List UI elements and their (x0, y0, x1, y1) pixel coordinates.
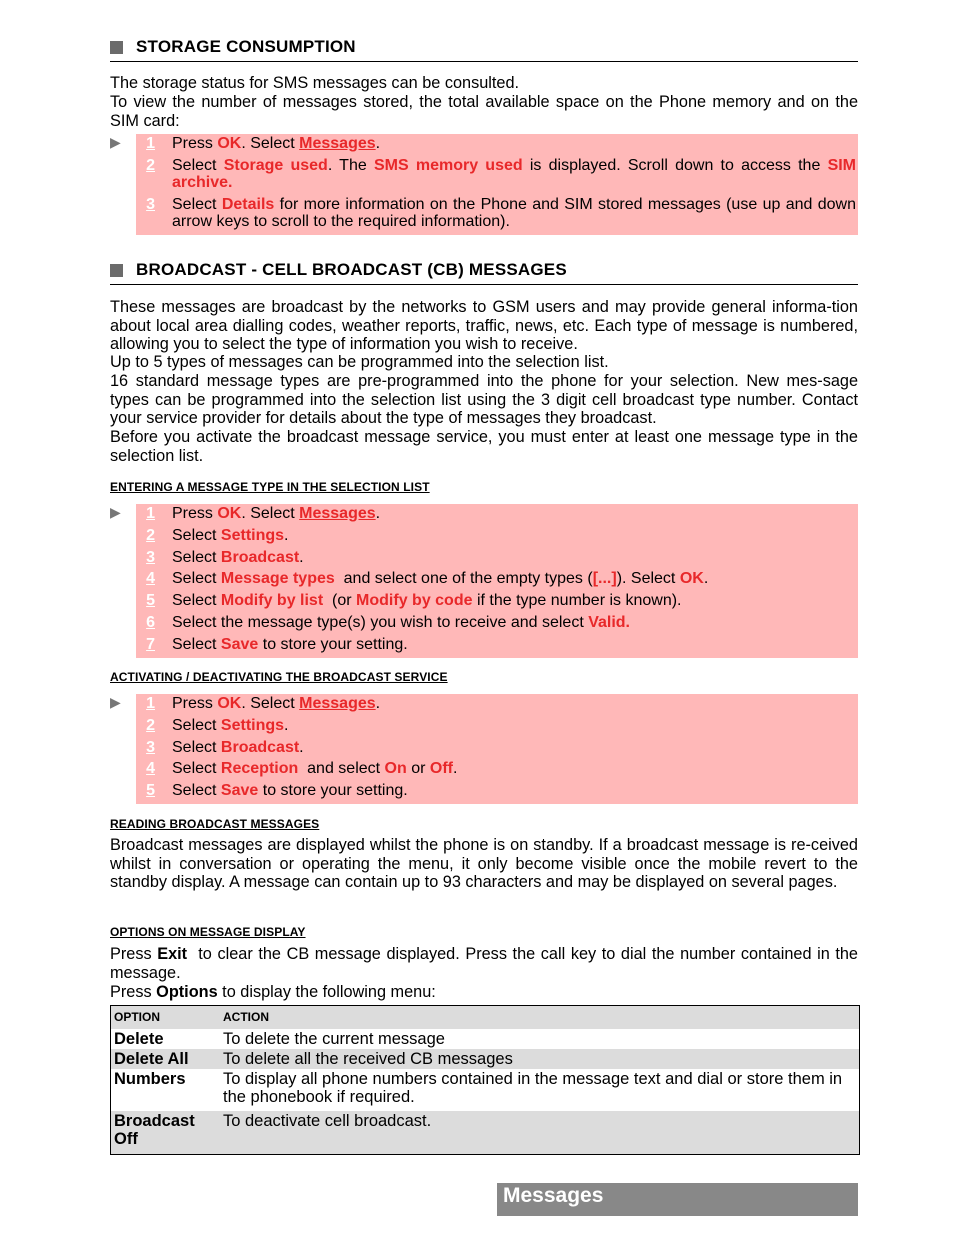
step-text: . The (327, 156, 374, 174)
action-cell: To delete the current message (223, 1030, 445, 1048)
options-table (110, 1005, 860, 1155)
step-number: 1 (146, 505, 155, 522)
step-text: Select the message type(s) you wish to receive and select (172, 613, 589, 631)
menu-broadcast: Broadcast (220, 738, 300, 756)
para-text: Press (110, 945, 158, 963)
column-header-option: OPTION (111, 1006, 221, 1030)
step-item (136, 505, 858, 522)
step-text: (or (323, 592, 357, 610)
section-title (136, 260, 567, 280)
options-paragraph-1 (110, 945, 863, 982)
step-text: if the type number is known). (472, 592, 682, 610)
step-text: . (299, 548, 304, 566)
step-item (136, 695, 858, 712)
title-part: MESSAGES (468, 260, 567, 279)
option-cell: Numbers (114, 1070, 186, 1088)
subsection-title-entering: ENTERING A MESSAGE TYPE IN THE SELECTION LIST (110, 480, 430, 494)
step-text: Select (172, 738, 221, 756)
step-item (136, 760, 858, 777)
step-text: Select (172, 716, 221, 734)
step-number: 3 (146, 195, 155, 213)
step-text: Select (172, 156, 224, 174)
step-item (136, 135, 858, 152)
step-text: Select (172, 782, 221, 800)
menu-settings: Settings (220, 526, 285, 544)
menu-sms-memory-used: SMS memory used (373, 156, 523, 174)
menu-storage-used: Storage used (223, 156, 328, 174)
column-header-action: ACTION (220, 1006, 860, 1030)
step-item (136, 782, 858, 799)
option-on: On (384, 760, 407, 778)
option-cell: Delete (114, 1030, 164, 1048)
step-item (136, 549, 858, 566)
step-number: 1 (146, 135, 155, 152)
step-number: 1 (146, 695, 155, 712)
step-text: to store your setting. (258, 782, 408, 800)
reading-paragraph: Broadcast messages are displayed whilst the phone is on standby. If a broadcast message is re-ceived whilst in conversation or operating the menu, it only become visible once the mobile revert to the standby display. A message can contain up to 93 characters and may be displayed on several pages. (110, 836, 858, 891)
step-text: Select (172, 592, 221, 610)
step-text: ). Select (616, 570, 680, 588)
action-cell: To display all phone numbers contained in the message text and dial or store them in the phonebook if required. (223, 1070, 843, 1106)
storage-steps (136, 134, 858, 235)
step-text: Select (172, 760, 221, 778)
table-row (111, 1069, 860, 1111)
subsection-title-reading: READING BROADCAST MESSAGES (110, 817, 320, 831)
title-part: ( (422, 260, 434, 279)
step-number: 4 (146, 570, 155, 588)
title-part: ) (458, 260, 469, 279)
triangle-arrow-icon: ▶ (110, 694, 121, 710)
key-ok: OK (679, 570, 704, 588)
step-item (136, 570, 858, 587)
broadcast-paragraph-1: These messages are broadcast by the networks to GSM users and may provide general informa-tion about local area dialling codes, weather reports, traffic, news, etc. Each type of message is numbered, allowing you to select the type of information you wish to receive. (110, 298, 858, 353)
square-bullet-icon (110, 41, 123, 54)
table-row (111, 1029, 860, 1049)
menu-settings: Settings (220, 716, 285, 734)
step-text: . (375, 505, 381, 522)
messages-link[interactable]: Messages (299, 135, 376, 152)
step-number: 2 (146, 526, 155, 544)
step-text: and select (298, 760, 385, 778)
key-save: Save (220, 782, 259, 800)
section-title: STORAGE CONSUMPTION (136, 37, 356, 56)
square-bullet-icon (110, 264, 123, 277)
subsection-title-activating: ACTIVATING / DEACTIVATING THE BROADCAST SERVICE (110, 670, 448, 684)
key-ok: OK (217, 505, 242, 522)
option-cell: Delete All (111, 1049, 221, 1069)
menu-details: Details (221, 195, 275, 213)
option-off: Off (429, 760, 453, 778)
step-number: 2 (146, 716, 155, 734)
menu-reception: Reception (220, 760, 299, 778)
step-text: . (703, 570, 709, 588)
step-text: Press (172, 695, 218, 712)
step-text: Select (172, 548, 221, 566)
empty-type-marker: [...] (592, 570, 617, 588)
footer-section-label: Messages (497, 1183, 858, 1216)
menu-modify-by-list: Modify by list (220, 592, 324, 610)
para-text: to display the following menu: (217, 983, 436, 1001)
triangle-arrow-icon: ▶ (110, 504, 121, 520)
para-text: Press (110, 983, 157, 1001)
menu-modify-by-code: Modify by code (356, 592, 473, 610)
messages-link[interactable]: Messages (299, 505, 376, 522)
step-text: . Select (241, 695, 300, 712)
para-text: to clear the CB message displayed. Press the call key to dial the number contained in the message. (110, 945, 863, 982)
step-text: . (375, 135, 381, 152)
menu-sim-archive: SIM archive. (172, 156, 857, 191)
step-number: 3 (146, 548, 155, 566)
step-text: and select one of the empty types ( (334, 570, 593, 588)
action-cell: To deactivate cell broadcast. (220, 1111, 860, 1155)
step-number: 2 (146, 156, 155, 174)
title-part: - (246, 260, 263, 279)
step-text: Select (172, 570, 221, 588)
step-number: 6 (146, 613, 155, 631)
step-text: is displayed. Scroll down to access the (522, 156, 828, 174)
step-text: Press (172, 135, 218, 152)
step-item (136, 717, 858, 734)
table-header-row (111, 1006, 860, 1030)
option-cell: Broadcast Off (111, 1111, 221, 1155)
storage-paragraph-2: To view the number of messages stored, the total available space on the Phone memory and on the SIM card: (110, 93, 858, 130)
entering-steps (136, 504, 858, 658)
step-text: for more information on the Phone and SIM stored messages (use up and down arrow keys to scroll to the required information). (172, 195, 856, 230)
triangle-arrow-icon: ▶ (110, 134, 121, 150)
step-item (136, 636, 858, 653)
step-item (136, 196, 858, 230)
key-valid: Valid. (588, 613, 630, 631)
step-number: 4 (146, 760, 155, 778)
step-item (136, 592, 858, 609)
storage-paragraph-1: The storage status for SMS messages can be consulted. (110, 74, 520, 92)
key-save: Save (220, 635, 259, 653)
broadcast-paragraph-3: 16 standard message types are pre-programmed into the phone for your selection. New mes-sage types can be programmed into the selection list using the 3 digit cell broadcast type number. Contact your service provider for details about the type of messages they broadcast. (110, 372, 858, 427)
step-text: . (453, 760, 458, 778)
menu-message-types: Message types (220, 570, 335, 588)
options-paragraph-2 (110, 983, 858, 1002)
section-header-storage (110, 37, 858, 62)
title-part: CELL BROADCAST (262, 260, 423, 279)
step-item (136, 614, 858, 631)
subsection-title-options: OPTIONS ON MESSAGE DISPLAY (110, 925, 306, 939)
step-text: Select (172, 635, 221, 653)
broadcast-paragraph-2: Up to 5 types of messages can be programmed into the selection list. (110, 353, 609, 371)
step-number: 5 (146, 782, 155, 800)
title-part: BROADCAST (136, 260, 247, 279)
step-item (136, 739, 858, 756)
broadcast-paragraph-4: Before you activate the broadcast message service, you must enter at least one message type in the selection list. (110, 428, 858, 465)
table-row (111, 1049, 860, 1069)
step-number: 5 (146, 592, 155, 610)
step-text: Select (172, 195, 222, 213)
key-ok: OK (217, 695, 242, 712)
step-text: . (375, 695, 381, 712)
step-text: or (406, 760, 430, 778)
title-part: CB (433, 260, 459, 279)
step-text: Press (172, 505, 218, 522)
step-text: . (299, 738, 304, 756)
step-text: . (284, 716, 289, 734)
step-item (136, 527, 858, 544)
key-options: Options (156, 983, 218, 1001)
key-ok: OK (217, 135, 242, 152)
menu-broadcast: Broadcast (220, 548, 300, 566)
step-text: Select (172, 526, 221, 544)
key-exit: Exit (157, 945, 188, 963)
step-item (136, 157, 858, 191)
section-header-broadcast (110, 260, 858, 285)
step-text: . Select (241, 135, 300, 152)
step-number: 3 (146, 738, 155, 756)
step-text: . (284, 526, 289, 544)
table-row (111, 1111, 860, 1155)
action-cell: To delete all the received CB messages (220, 1049, 860, 1069)
messages-link[interactable]: Messages (299, 695, 376, 712)
step-number: 7 (146, 635, 155, 653)
activating-steps (136, 694, 858, 804)
step-text: . Select (241, 505, 300, 522)
step-text: to store your setting. (258, 635, 408, 653)
